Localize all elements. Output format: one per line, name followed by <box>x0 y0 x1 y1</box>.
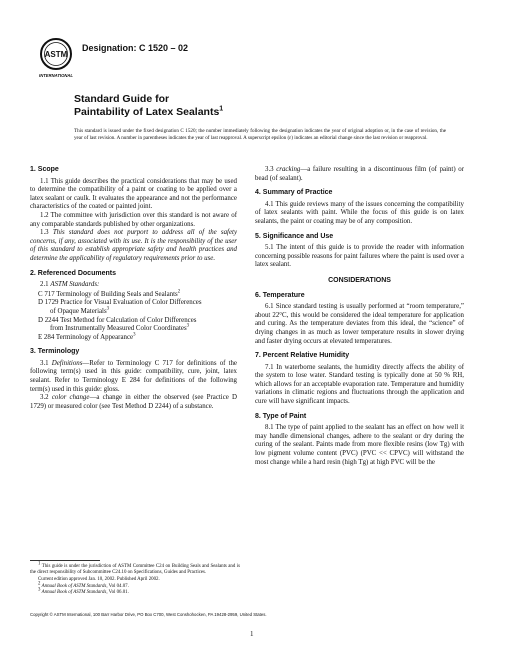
para-3-1-term: Definitions <box>51 359 83 367</box>
para-2-1-number: 2.1 <box>40 281 49 289</box>
section-heading-significance-and-use: 5. Significance and Use <box>255 232 334 240</box>
footnote-2 <box>30 580 240 590</box>
para-5-1: 5.1 The intent of this guide is to provide the reader with information concerning possible reasons for paint failures where the paint is used over a latex sealant. <box>255 244 464 269</box>
footnote-1-text: This guide is under the jurisdiction of ASTM Committee C24 on Building Seals and Sealants and is the direct responsibility of Subcommittee C24.10 on Specifications, Guides and Practices. <box>30 564 240 576</box>
title-line-1: Standard Guide for <box>74 93 170 105</box>
footnote-1 <box>30 561 240 576</box>
reference-e284 <box>38 334 237 343</box>
section-heading-summary-of-practice: 4. Summary of Practice <box>255 189 333 197</box>
designation: Designation: C 1520 – 02 <box>82 43 189 53</box>
reference-d2244-line-1: D 2244 Test Method for Calculation of Color Differences <box>38 316 197 324</box>
section-heading-scope: 1. Scope <box>30 166 59 173</box>
para-3-2-number: 3.2 <box>40 394 49 402</box>
reference-e284-text: E 284 Terminology of Appearance <box>38 333 134 341</box>
para-3-1-number: 3.1 <box>40 359 49 367</box>
para-7-1: 7.1 In waterborne sealants, the humidity directly affects the ability of the system to lose water. Standard testing is typically done at 50 % RH, which allows for an acceptable evaporation rate. Temperature and humidity variations in climatic regions and fluctuations through the application and cure will have significant impacts. <box>255 363 464 406</box>
footnote-rule <box>30 560 100 561</box>
footnote-3-volume: , Vol 06.01. <box>106 590 129 596</box>
footnotes <box>30 560 240 597</box>
para-1-2: 1.2 The committee with jurisdiction over this standard is not aware of any comparable standards published by other organizations. <box>30 211 237 228</box>
para-2-1-text: ASTM Standards: <box>50 281 100 289</box>
reference-d1729 <box>38 299 237 316</box>
para-2-1 <box>30 281 237 290</box>
footnote-1-edition: Current edition approved Jan. 10, 2002. Published April 2002. <box>38 576 160 582</box>
footnote-2-source: Annual Book of ASTM Standards <box>41 583 107 589</box>
footnote-3-mark: 3 <box>38 587 41 593</box>
astm-logo <box>36 36 76 80</box>
logo-subtext: INTERNATIONAL <box>39 73 73 78</box>
footnote-3-source: Annual Book of ASTM Standards <box>41 590 107 596</box>
footnote-1-mark: 1 <box>38 561 41 567</box>
section-heading-relative-humidity: 7. Percent Relative Humidity <box>255 352 350 360</box>
para-3-1-text: —Refer to Terminology C 717 for definitions of the following term(s) used in this guide: compatibility, cure, joint, latex sealant. Refer to Terminology E 284 for definitions of the following term(s) used in this guide: gloss. <box>30 359 237 393</box>
title-line-2 <box>74 106 223 119</box>
footnote-2-mark: 2 <box>38 580 41 586</box>
para-8-1: 8.1 The type of paint applied to the sealant has an effect on how well it may handle dimensional changes, adhere to the sealant or dry during the curing of the sealant. Paints made from more flexible resins (low Tg) with low pigment volume content (PVC) (PVC << CPVC) will withstand the most change while a hard resin (high Tg) at high PVC will be the <box>255 424 464 466</box>
page-number: 1 <box>250 630 254 638</box>
footnote-3 <box>30 587 240 596</box>
para-3-1 <box>30 360 237 394</box>
para-3-3-term: cracking <box>276 166 301 173</box>
reference-d1729-footnote: 3 <box>106 306 110 312</box>
para-3-3-number: 3.3 <box>265 166 274 173</box>
para-3-2-text: —a change in either the observed (see Practice D 1729) or measured color (see Test Method D 2244) of a substance. <box>30 394 237 410</box>
para-3-3 <box>255 166 464 183</box>
para-1-3 <box>30 229 237 263</box>
reference-c717-text: C 717 Terminology of Building Seals and Sealants <box>38 290 178 298</box>
section-heading-referenced-documents: 2. Referenced Documents <box>30 269 116 277</box>
para-6-1: 6.1 Since standard testing is usually performed at “room temperature,” about 22°C, this would be considered the ideal temperature for application and curing. As the temperature deviates from this ideal, the “science” of drying changes in as much as lower temperature results in slower drying and faster drying occurs at elevated temperatures. <box>255 303 464 345</box>
para-1-3-number: 1.3 <box>40 229 49 237</box>
para-3-3-text: —a failure resulting in a discontinuous film (of paint) or bead (of sealant). <box>255 166 464 182</box>
para-1-1: 1.1 This guide describes the practical considerations that may be used to determine the compatibility of a paint or coating to be applied over a latex sealant or caulk. It evaluates the appearance and not the performance characteristics of the coated or painted joint. <box>30 177 237 211</box>
title-footnote-mark: 1 <box>219 105 224 112</box>
document-title <box>74 93 223 118</box>
reference-d2244-line-2: from Instrumentally Measured Color Coordinates <box>50 325 187 333</box>
reference-list <box>38 291 237 343</box>
para-4-1: 4.1 This guide reviews many of the issues concerning the compatibility of latex sealants with paint. While the focus of this guide is on latex sealants, the paint or coating may be of any composition. <box>255 200 464 225</box>
section-heading-type-of-paint: 8. Type of Paint <box>255 412 307 420</box>
reference-d1729-line-2: of Opaque Materials <box>50 307 107 315</box>
issuance-notice: This standard is issued under the fixed designation C 1520; the number immediately following the designation indicates the year of original adoption or, in the case of revision, the year of last revision. A number in parentheses indicates the year of last reapproval. A superscript epsilon (ε) indicates an editorial change since the last revision or reapproval. <box>74 128 446 141</box>
copyright-notice: Copyright © ASTM International, 100 Barr Harbor Drive, PO Box C700, West Conshohocken, PA 19428-2959, United States. <box>30 612 267 617</box>
reference-d2244 <box>38 317 237 334</box>
para-3-2-term: color change <box>51 394 90 402</box>
logo-text: ASTM <box>44 50 68 59</box>
para-3-2 <box>30 394 237 411</box>
right-column <box>255 166 464 467</box>
title-text: Paintability of Latex Sealants <box>74 105 220 118</box>
footnote-2-volume: , Vol 04.07. <box>106 583 129 589</box>
left-column <box>30 166 237 411</box>
reference-d1729-line-1: D 1729 Practice for Visual Evaluation of Color Differences <box>38 299 202 307</box>
reference-c717-footnote: 2 <box>177 289 181 295</box>
reference-c717 <box>38 291 237 300</box>
section-heading-terminology: 3. Terminology <box>30 348 80 356</box>
reference-e284-footnote: 3 <box>133 332 136 338</box>
para-1-3-text: This standard does not purport to address all of the safety concerns, if any, associated with its use. It is the responsibility of the user of this standard to establish appropriate safety and health practices and determine the applicability of regulatory requirements prior to use. <box>30 229 237 262</box>
section-heading-temperature: 6. Temperature <box>255 291 305 299</box>
reference-d2244-footnote: 3 <box>186 323 190 329</box>
considerations-heading: CONSIDERATIONS <box>328 276 391 284</box>
